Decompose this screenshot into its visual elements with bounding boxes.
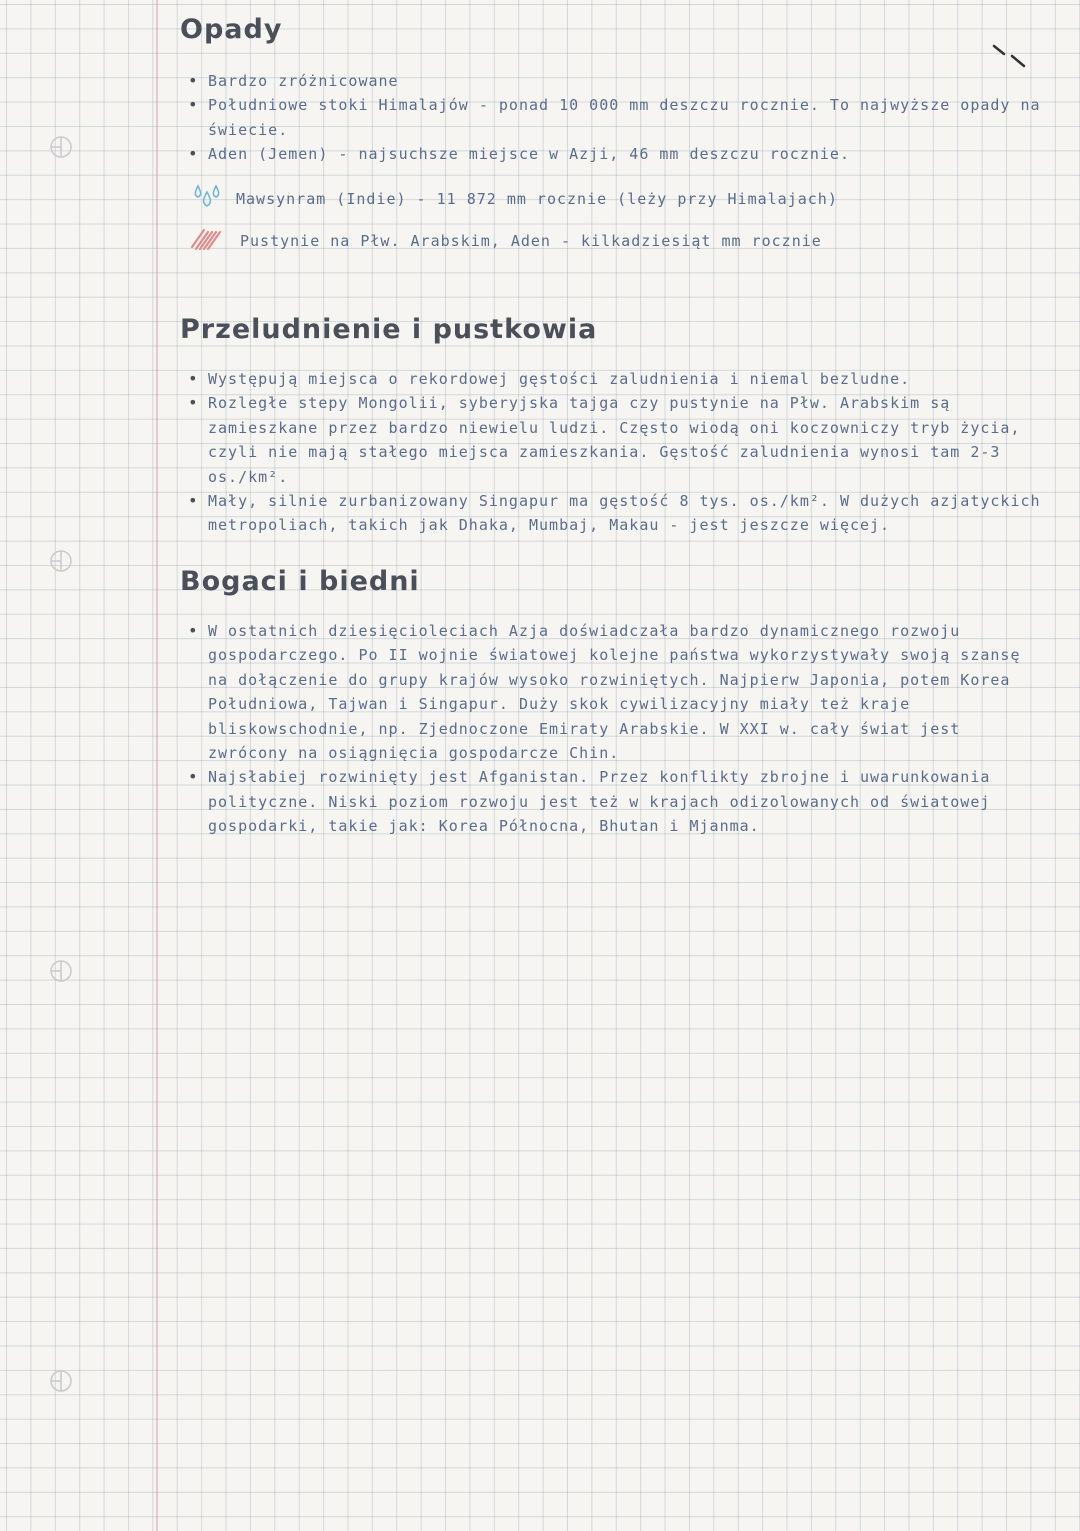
list-item: • Rozległe stepy Mongolii, syberyjska tajga czy pustynie na Płw. Arabskim są zamieszkane przez bardzo niewielu ludzi. Często wiodą oni koczowniczy tryb życia, czyli nie mają stałego miejsca zamieszkania. Gęstość zaludnienia wynosi tam 2-3 os./km². (180, 391, 1050, 489)
page-margin-line (156, 0, 158, 1531)
section-bogaci (180, 566, 1050, 839)
notebook-content (180, 14, 1050, 839)
list-item: • Bardzo zróżnicowane (180, 69, 1050, 93)
bullet-list (180, 69, 1050, 167)
bullet-list (180, 367, 1050, 538)
bullet-list (180, 619, 1050, 839)
section-opady (180, 14, 1050, 314)
sand-scribble-icon (190, 227, 228, 255)
punch-hole-icon (48, 958, 74, 984)
list-item: • Najsłabiej rozwinięty jest Afganistan. Przez konflikty zbrojne i uwarunkowania polityczne. Niski poziom rozwoju jest też w krajach odizolowanych od światowej gospodarki, takie jak: Korea Północna, Bhutan i Mjanma. (180, 765, 1050, 838)
list-item: • Południowe stoki Himalajów - ponad 10 000 mm deszczu rocznie. To najwyższe opady na świecie. (180, 93, 1050, 142)
punch-hole-icon (48, 134, 74, 160)
raindrops-icon (190, 184, 224, 214)
wet-note (180, 183, 1050, 215)
punch-hole-icon (48, 548, 74, 574)
section-title: Przeludnienie i pustkowia (180, 314, 598, 345)
list-item: • Mały, silnie zurbanizowany Singapur ma gęstość 8 tys. os./km². W dużych azjatyckich metropoliach, takich jak Dhaka, Mumbaj, Makau - jest jeszcze więcej. (180, 489, 1050, 538)
section-title: Opady (180, 14, 283, 45)
wet-note-text: Mawsynram (Indie) - 11 872 mm rocznie (leży przy Himalajach) (236, 189, 838, 208)
list-item: • Występują miejsca o rekordowej gęstości zaludnienia i niemal bezludne. (180, 367, 1050, 391)
section-przeludnienie (180, 314, 1050, 566)
dry-note-text: Pustynie na Płw. Arabskim, Aden - kilkadziesiąt mm rocznie (240, 231, 822, 250)
dry-note (180, 225, 1050, 257)
list-item: • Aden (Jemen) - najsuchsze miejsce w Azji, 46 mm deszczu rocznie. (180, 142, 1050, 166)
section-title: Bogaci i biedni (180, 566, 420, 597)
list-item: • W ostatnich dziesięcioleciach Azja doświadczała bardzo dynamicznego rozwoju gospodarczego. Po II wojnie światowej kolejne państwa wykorzystywały swoją szansę na dołączenie do grupy krajów wysoko rozwiniętych. Najpierw Japonia, potem Korea Południowa, Tajwan i Singapur. Duży skok cywilizacyjny miały też kraje bliskowschodnie, np. Zjednoczone Emiraty Arabskie. W XXI w. cały świat jest zwrócony na osiągnięcia gospodarcze Chin. (180, 619, 1050, 765)
punch-hole-icon (48, 1368, 74, 1394)
